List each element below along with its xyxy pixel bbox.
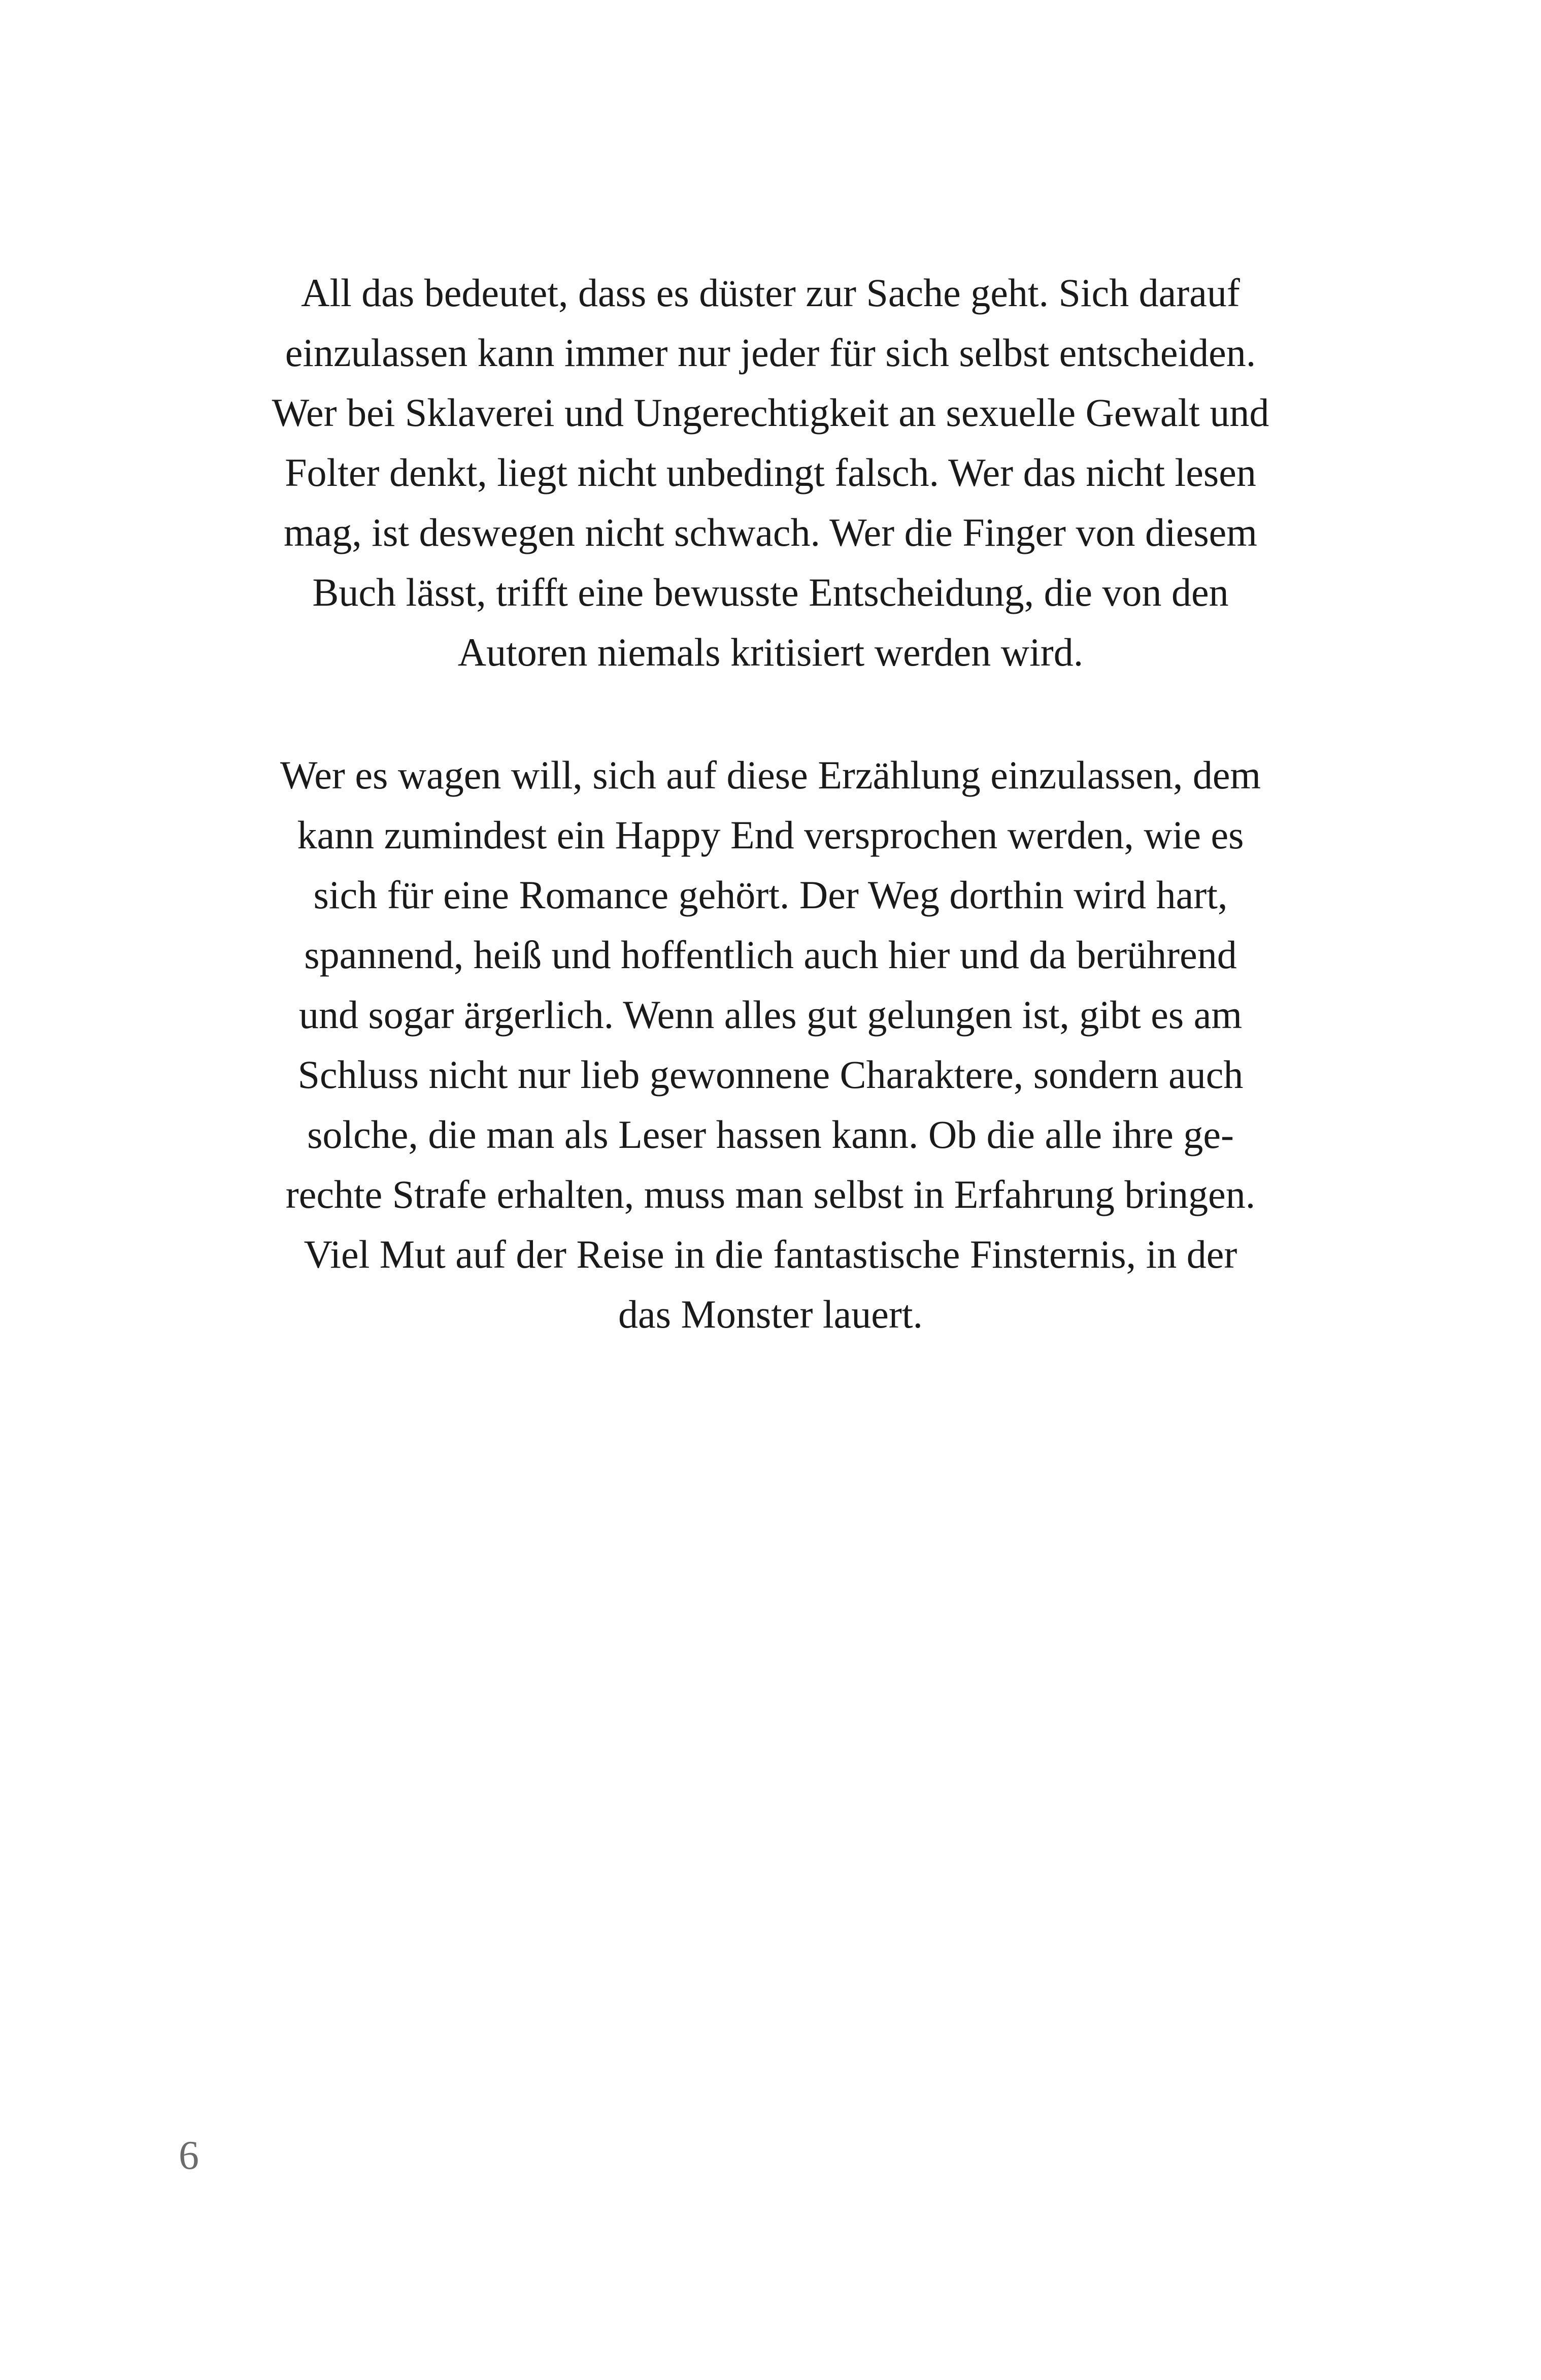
text-line: solche, die man als Leser hassen kann. Ob die alle ihre ge- (307, 1112, 1234, 1156)
text-line: Viel Mut auf der Reise in die fantastische Finsternis, in der (304, 1232, 1237, 1276)
text-line: mag, ist deswegen nicht schwach. Wer die Finger von diesem (284, 510, 1257, 554)
text-line: kann zumindest ein Happy End versprochen werden, wie es (297, 813, 1244, 857)
text-line: All das bedeutet, dass es düster zur Sache geht. Sich darauf (301, 271, 1240, 315)
text-line: das Monster lauert. (618, 1292, 923, 1336)
text-line: Wer bei Sklaverei und Ungerechtigkeit an sexuelle Gewalt und (272, 390, 1269, 435)
text-line: Autoren niemals kritisiert werden wird. (457, 630, 1084, 674)
paragraph-2 (168, 745, 1374, 1344)
text-line: und sogar ärgerlich. Wenn alles gut gelungen ist, gibt es am (298, 993, 1243, 1037)
text-line: einzulassen kann immer nur jeder für sich selbst entscheiden. (285, 330, 1256, 375)
text-line: rechte Strafe erhalten, muss man selbst in Erfahrung bringen. (285, 1172, 1256, 1216)
text-line: sich für eine Romance gehört. Der Weg dorthin wird hart, (313, 873, 1228, 917)
text-line: Buch lässt, trifft eine bewusste Entscheidung, die von den (312, 570, 1229, 614)
text-line: Folter denkt, liegt nicht unbedingt falsch. Wer das nicht lesen (285, 450, 1256, 494)
text-line: spannend, heiß und hoffentlich auch hier und da berührend (304, 933, 1237, 977)
page-number: 6 (179, 2133, 199, 2178)
paragraph-1 (168, 263, 1374, 682)
text-line: Wer es wagen will, sich auf diese Erzählung einzulassen, dem (280, 753, 1261, 797)
text-line: Schluss nicht nur lieb gewonnene Charaktere, sondern auch (297, 1052, 1244, 1097)
